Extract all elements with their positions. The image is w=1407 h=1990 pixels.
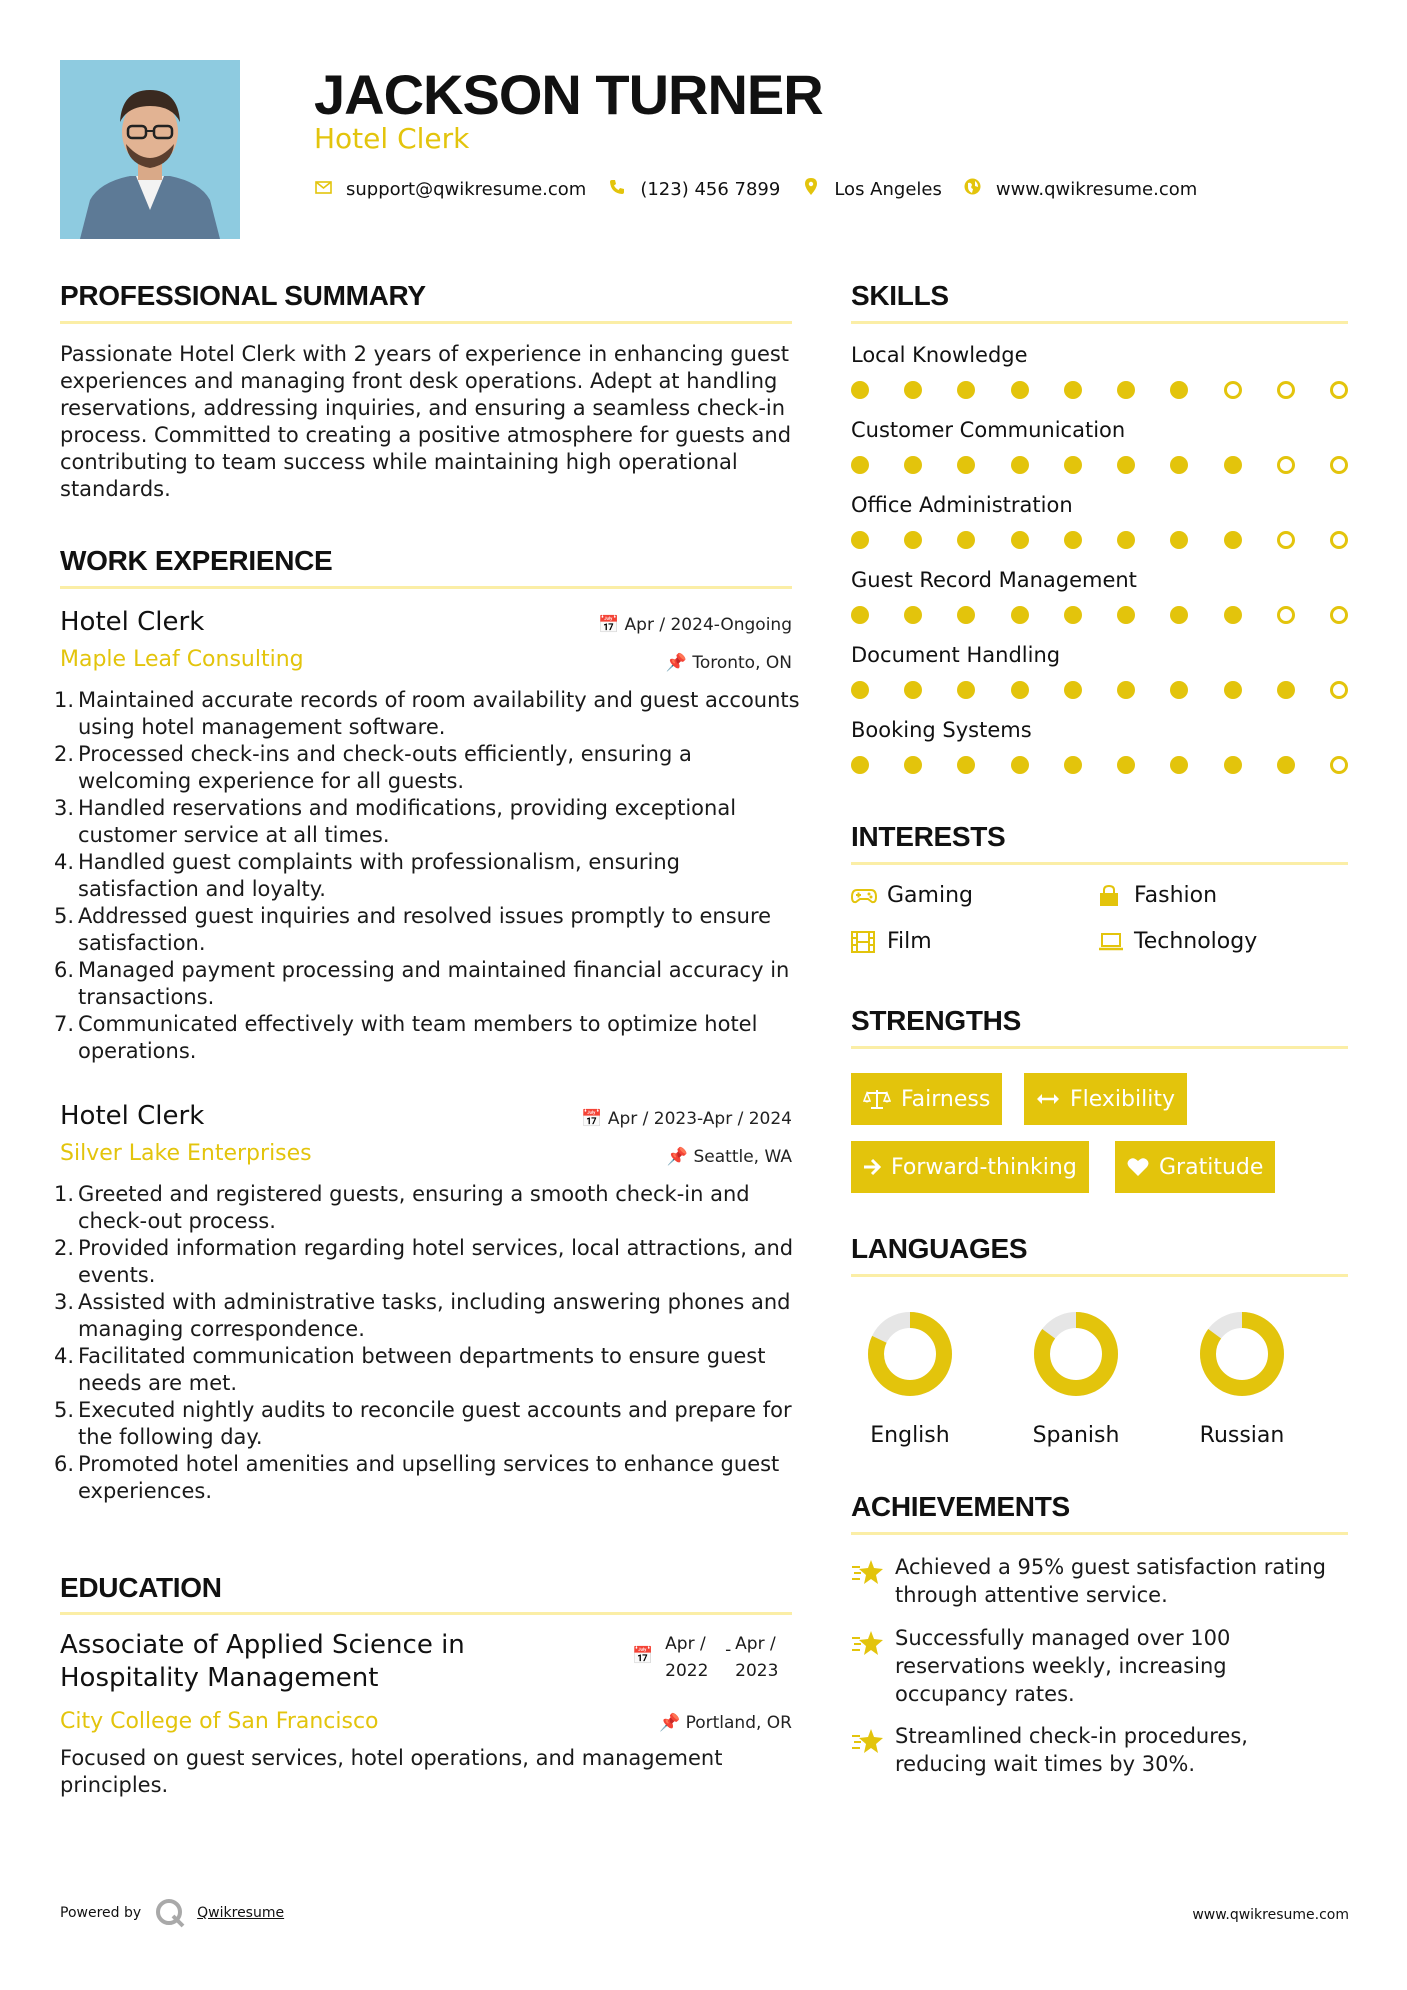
rating-dot-filled (1224, 606, 1242, 624)
interests-divider (851, 862, 1348, 865)
achievements-heading: ACHIEVEMENTS (851, 1491, 1070, 1522)
experience-divider (60, 586, 792, 589)
interest-item: Film (851, 929, 932, 954)
rating-dot-empty (1224, 381, 1242, 399)
skill-label: Guest Record Management (851, 568, 1137, 592)
list-item: 5. Executed nightly audits to reconcile guest accounts and prepare for the following day. (54, 1398, 792, 1449)
list-item: 2. Processed check-ins and check-outs efficiently, ensuring a welcoming experience for all guests. (54, 742, 692, 793)
job-duties (54, 1181, 800, 1505)
skill-rating (851, 531, 1348, 551)
rating-dot-empty (1330, 531, 1348, 549)
rating-dot-empty (1330, 381, 1348, 399)
rating-dot-filled (1064, 531, 1082, 549)
heart-icon (1127, 1157, 1149, 1177)
rating-dot-filled (1224, 456, 1242, 474)
rating-dot-filled (904, 456, 922, 474)
rating-dot-filled (957, 531, 975, 549)
education-description: Focused on guest services, hotel operations, and management principles. (60, 1746, 723, 1797)
degree-title: Associate of Applied Science in Hospitality Management (60, 1630, 465, 1693)
globe-icon (964, 178, 982, 200)
achievement-text: Streamlined check-in procedures, reducing wait times by 30%. (895, 1724, 1248, 1776)
interest-item: Fashion (1098, 883, 1217, 908)
rating-dot-empty (1277, 381, 1295, 399)
rating-dot-filled (957, 456, 975, 474)
rating-dot-filled (1011, 381, 1029, 399)
language-item (1182, 1311, 1302, 1448)
rating-dot-filled (851, 456, 869, 474)
language-label: Spanish (1032, 1423, 1120, 1448)
achievement-text: Achieved a 95% guest satisfaction rating through attentive service. (895, 1555, 1327, 1607)
rating-dot-filled (1224, 681, 1242, 699)
rating-dot-filled (1170, 381, 1188, 399)
language-ring (1033, 1311, 1119, 1397)
job-dates: 📅 Apr / 2024-Ongoing (597, 615, 792, 635)
rating-dot-filled (957, 681, 975, 699)
rating-dot-filled (1117, 456, 1135, 474)
list-item: 6. Promoted hotel amenities and upselling services to enhance guest experiences. (54, 1452, 780, 1503)
qwikresume-logo-icon (155, 1898, 185, 1928)
language-ring (1199, 1311, 1285, 1397)
phone-text: (123) 456 7899 (640, 178, 781, 200)
rating-dot-filled (851, 381, 869, 399)
skill-item (851, 718, 1351, 742)
rating-dot-filled (904, 756, 922, 774)
job-company: Silver Lake Enterprises (60, 1141, 312, 1166)
rating-dot-filled (1170, 531, 1188, 549)
strengths-heading: STRENGTHS (851, 1005, 1021, 1036)
rating-dot-filled (1170, 456, 1188, 474)
rating-dot-empty (1330, 756, 1348, 774)
education-divider (60, 1612, 792, 1615)
website-text: www.qwikresume.com (995, 178, 1198, 200)
achievement-item (851, 1553, 1331, 1609)
achievement-item (851, 1722, 1331, 1778)
list-item: 4. Handled guest complaints with professionalism, ensuring satisfaction and loyalty. (54, 850, 680, 901)
achievement-item (851, 1624, 1331, 1708)
rating-dot-filled (904, 681, 922, 699)
list-item: 4. Facilitated communication between departments to ensure guest needs are met. (54, 1344, 766, 1395)
job-location: 📌 Seattle, WA (666, 1147, 792, 1167)
rating-dot-empty (1330, 456, 1348, 474)
rating-dot-filled (1170, 756, 1188, 774)
rating-dot-filled (1170, 681, 1188, 699)
gamepad-icon (851, 888, 877, 904)
rating-dot-empty (1330, 606, 1348, 624)
rating-dot-filled (1117, 681, 1135, 699)
job-location: 📌 Toronto, ON (665, 653, 792, 673)
email-text: support@qwikresume.com (346, 178, 587, 200)
contact-email[interactable] (314, 179, 586, 200)
summary-heading: PROFESSIONAL SUMMARY (60, 280, 426, 311)
contact-location (802, 178, 942, 200)
rating-dot-filled (1011, 606, 1029, 624)
job-duties (54, 687, 800, 1065)
list-item: 3. Assisted with administrative tasks, including answering phones and managing correspondence. (54, 1290, 791, 1341)
language-label: English (870, 1423, 950, 1448)
education-dates: 📅 Apr / 2022 - Apr / 2023 (632, 1631, 778, 1685)
list-item: 1. Maintained accurate records of room availability and guest accounts using hotel management software. (54, 688, 800, 739)
list-item: 1. Greeted and registered guests, ensuring a smooth check-in and check-out process. (54, 1182, 750, 1233)
contact-website[interactable] (964, 178, 1197, 200)
skill-rating (851, 456, 1348, 476)
skill-rating (851, 756, 1348, 776)
list-item: 6. Managed payment processing and maintained financial accuracy in transactions. (54, 958, 790, 1009)
language-ring (867, 1311, 953, 1397)
rating-dot-filled (1224, 756, 1242, 774)
skill-item (851, 493, 1351, 517)
skills-heading: SKILLS (851, 280, 949, 311)
location-text: Los Angeles (834, 178, 942, 200)
rating-dot-filled (1117, 381, 1135, 399)
calendar-icon: 📅 (632, 1646, 654, 1666)
strength-badge: Flexibility (1024, 1073, 1187, 1125)
rating-dot-filled (1011, 756, 1029, 774)
skills-divider (851, 321, 1348, 324)
rating-dot-filled (1224, 531, 1242, 549)
skill-item (851, 568, 1351, 592)
pushpin-icon: 📌 (665, 653, 687, 673)
pushpin-icon: 📌 (666, 1147, 689, 1167)
rating-dot-filled (957, 381, 975, 399)
calendar-icon: 📅 (597, 615, 620, 635)
rating-dot-filled (851, 531, 869, 549)
contact-phone[interactable] (608, 179, 780, 200)
rating-dot-filled (1064, 681, 1082, 699)
list-item: 2. Provided information regarding hotel services, local attractions, and events. (54, 1236, 794, 1287)
rating-dot-filled (1011, 531, 1029, 549)
skill-item (851, 418, 1351, 442)
interest-item: Technology (1098, 929, 1257, 954)
rating-dot-filled (957, 606, 975, 624)
rating-dot-filled (1011, 456, 1029, 474)
rating-dot-empty (1277, 456, 1295, 474)
job-company: Maple Leaf Consulting (60, 647, 304, 672)
rating-dot-filled (1011, 681, 1029, 699)
calendar-icon: 📅 (581, 1109, 603, 1129)
language-item (850, 1311, 970, 1448)
strength-badge: Fairness (851, 1073, 1002, 1125)
envelope-icon (314, 179, 332, 199)
strength-badge: Gratitude (1115, 1141, 1275, 1193)
skill-item (851, 643, 1351, 667)
rating-dot-filled (1170, 606, 1188, 624)
rating-dot-filled (851, 606, 869, 624)
rating-dot-filled (1117, 606, 1135, 624)
rating-dot-filled (904, 606, 922, 624)
experience-heading: WORK EXPERIENCE (60, 545, 333, 576)
school-name: City College of San Francisco (60, 1709, 379, 1734)
phone-icon (608, 179, 626, 200)
strengths-divider (851, 1046, 1348, 1049)
languages-divider (851, 1274, 1348, 1277)
profile-photo (60, 60, 240, 239)
footer-url[interactable]: www.qwikresume.com (1192, 1907, 1349, 1923)
rating-dot-filled (1064, 381, 1082, 399)
star-icon (851, 1624, 895, 1708)
language-label: Russian (1199, 1423, 1285, 1448)
skill-label: Booking Systems (851, 718, 1032, 742)
skill-label: Document Handling (851, 643, 1061, 667)
arrows-horizontal-icon (1036, 1092, 1060, 1106)
rating-dot-filled (904, 381, 922, 399)
job-title: Hotel Clerk (60, 607, 205, 637)
star-icon (851, 1553, 895, 1609)
rating-dot-empty (1277, 531, 1295, 549)
rating-dot-filled (1277, 681, 1295, 699)
pushpin-icon: 📌 (659, 1713, 681, 1733)
rating-dot-filled (957, 756, 975, 774)
skill-rating (851, 606, 1348, 626)
star-icon (851, 1722, 895, 1778)
skill-item (851, 343, 1351, 367)
rating-dot-filled (1277, 756, 1295, 774)
rating-dot-filled (904, 531, 922, 549)
rating-dot-filled (1117, 531, 1135, 549)
skill-label: Customer Communication (851, 418, 1126, 442)
rating-dot-empty (1277, 606, 1295, 624)
list-item: 5. Addressed guest inquiries and resolved issues promptly to ensure satisfaction. (54, 904, 772, 955)
laptop-icon (1098, 933, 1124, 951)
skill-rating (851, 381, 1348, 401)
job-title: Hotel Clerk (60, 1101, 205, 1131)
qwikresume-link[interactable]: Qwikresume (197, 1905, 285, 1921)
map-pin-icon (802, 178, 820, 200)
candidate-title: Hotel Clerk (314, 122, 470, 155)
language-item (1016, 1311, 1136, 1448)
languages-heading: LANGUAGES (851, 1233, 1028, 1264)
skill-label: Local Knowledge (851, 343, 1028, 367)
strength-badge: Forward-thinking (851, 1141, 1089, 1193)
achievement-text: Successfully managed over 100 reservations weekly, increasing occupancy rates. (895, 1626, 1231, 1706)
rating-dot-filled (1064, 756, 1082, 774)
rating-dot-filled (1064, 456, 1082, 474)
skill-label: Office Administration (851, 493, 1073, 517)
rating-dot-filled (851, 756, 869, 774)
rating-dot-empty (1330, 681, 1348, 699)
education-heading: EDUCATION (60, 1572, 222, 1603)
job-dates: 📅 Apr / 2023-Apr / 2024 (581, 1109, 792, 1129)
summary-divider (60, 321, 792, 324)
arrow-right-icon (863, 1158, 881, 1176)
summary-text: Passionate Hotel Clerk with 2 years of experience in enhancing guest experiences and managing front desk operations. Adept at handling reservations, addressing inquiries, and ensuring a seamless check-in process. Committed to creating a positive atmosphere for guests and contributing to team success while maintaining high operational standards. (60, 342, 792, 501)
achievements-divider (851, 1532, 1348, 1535)
rating-dot-filled (851, 681, 869, 699)
rating-dot-filled (1064, 606, 1082, 624)
film-icon (851, 931, 877, 953)
interest-item: Gaming (851, 883, 973, 908)
shopping-bag-icon (1098, 885, 1124, 907)
interests-heading: INTERESTS (851, 821, 1006, 852)
skill-rating (851, 681, 1348, 701)
contact-bar (314, 178, 1219, 200)
school-location: 📌 Portland, OR (659, 1713, 792, 1733)
candidate-name: JACKSON TURNER (314, 63, 823, 126)
balance-scale-icon (863, 1088, 891, 1110)
list-item: 7. Communicated effectively with team members to optimize hotel operations. (54, 1012, 758, 1063)
list-item: 3. Handled reservations and modifications, providing exceptional customer service at all times. (54, 796, 737, 847)
rating-dot-filled (1117, 756, 1135, 774)
footer-powered-by: Powered by Qwikresume (60, 1898, 284, 1928)
